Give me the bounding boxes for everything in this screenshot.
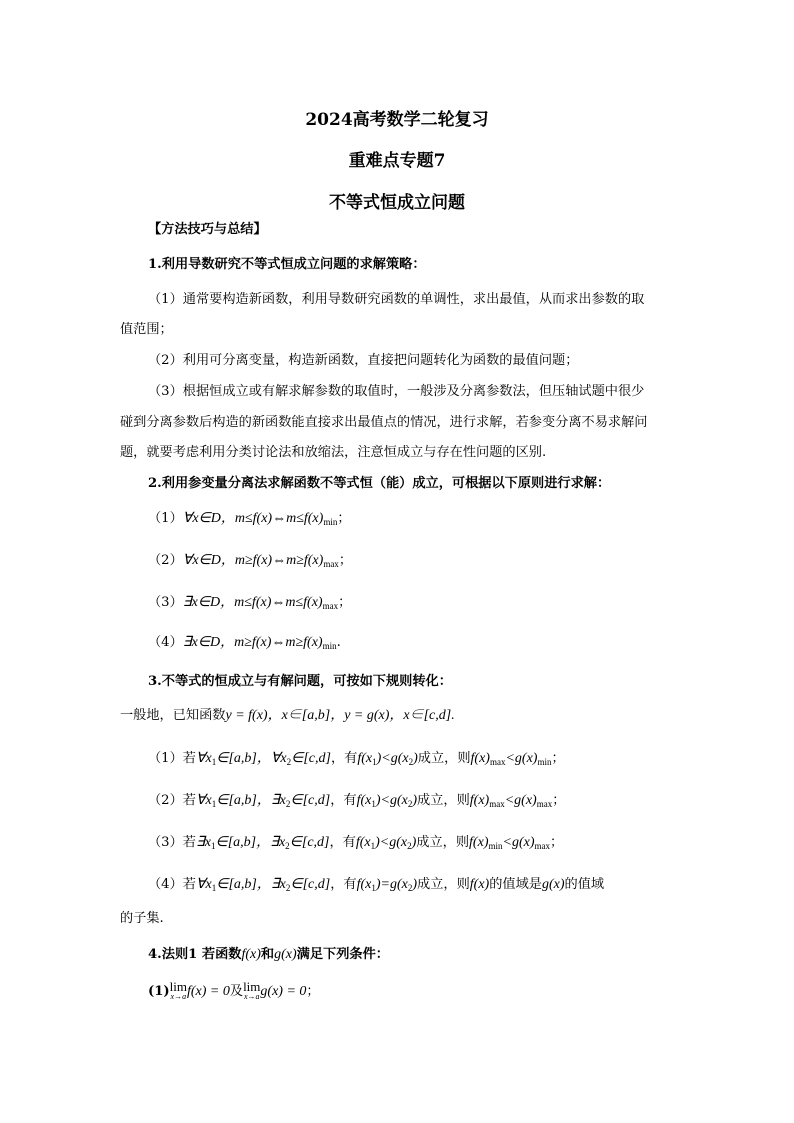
p1-item2: （2）利用可分离变量，构造新函数，直接把问题转化为函数的最值问题； [148,353,579,368]
math-part: f(x [356,877,372,892]
lim-label: lim [243,978,261,994]
rule-formula: ∀x∈D，m≤f(x)⇔m≤f(x) [182,511,324,526]
math-part: f(x [357,751,373,766]
p4-heading [148,946,389,964]
text-part: 成立，则 [417,793,470,808]
text-part: 成立，则 [417,751,471,766]
text-part: ，有 [329,835,356,850]
math-subscript: max [536,799,553,809]
math-subscript: max [534,841,550,851]
math-part: g(x) [274,947,297,962]
math-part: )<g(x [376,751,409,766]
math-subscript: 1 [371,883,376,893]
math-subscript: 1 [371,799,376,809]
title-line-2: 重难点专题7 [348,151,446,171]
p1-item1-line1: （1）通常要构造新函数，利用导数研究函数的单调性，求出最值，从而求出参数的取 [148,292,645,307]
text-part: 的值域 [564,877,605,892]
text-part: ，有 [330,877,357,892]
math-part: <g(x) [502,835,535,850]
case-number: （2）若 [148,793,196,808]
rule-number: （3） [148,595,183,610]
text-part: ； [551,751,565,766]
p1-item1-line2: 值范围； [120,322,173,337]
p3-case-4-line2: 的子集. [120,911,164,926]
text-part: ，有 [330,751,358,766]
text-part: ； [550,835,564,850]
math-part: f(x [355,835,371,850]
math-subscript: 1 [211,757,217,767]
rule-end: ； [338,553,352,568]
math-subscript: 2 [286,757,292,767]
math-subscript: min [488,841,503,851]
math-part: ∀x [195,751,212,766]
p1-item3-line3: 题，就要考虑利用分类讨论法和放缩法，注意恒成立与存在性问题的区别. [120,445,547,460]
p3-case-2 [148,792,565,813]
text-part: ； [552,793,566,808]
p4-condition-1 [148,980,320,1004]
math-part: f(x) [241,947,261,962]
rule-end: ； [337,511,351,526]
math-part: ∈[a,b]，∃x [216,877,286,892]
limit-1 [169,978,187,1002]
p3-case-1 [148,750,565,771]
math-subscript: 2 [407,883,413,893]
math-part: f(x) [469,835,489,850]
p1-heading: 1.利用导数研究不等式恒成立问题的求解策略： [148,257,426,272]
math-subscript: 1 [211,841,216,851]
text-part: 满足下列条件： [296,947,389,962]
lim-subscript: x→a [243,991,260,1001]
case-number: （4）若 [148,877,196,892]
math-subscript: max [489,757,506,767]
math-subscript: 1 [370,841,376,851]
condition-number: (1) [148,984,170,999]
math-part: ∈[c,d] [291,751,331,766]
case-number: （3）若 [148,835,196,850]
p3-case-3 [148,834,563,855]
math-part: ) [413,751,418,766]
math-subscript: max [489,799,505,809]
p3-intro [120,707,455,725]
math-part: f(x) [470,751,490,766]
math-part: g(x) [541,877,565,892]
math-part: ∀x [195,877,212,892]
rule-formula: ∃x∈D，m≥f(x)⇔m≥f(x) [182,635,323,650]
math-part: ∈[c,d] [289,835,330,850]
math-part: f(x) [469,793,490,808]
intro-text: 一般地，已知函数 [120,708,226,723]
limit-2 [243,978,261,1002]
math-subscript: 2 [285,799,291,809]
text-part: 和 [260,947,275,962]
rule-subscript: max [323,559,339,569]
text-part: ，有 [330,793,357,808]
p3-case-4 [148,876,604,897]
math-part: )<g(x [375,835,408,850]
p2-rule-3 [148,594,351,615]
p1-item3-line1: （3）根据恒成立或有解求解参数的取值时，一般涉及分离参数法，但压轴试题中很少 [148,384,645,399]
text-part: 及 [229,984,244,999]
text-part: 的值域是 [489,877,542,892]
math-part: ∈[c,d] [290,877,331,892]
math-part: )=g(x [375,877,408,892]
p2-rule-1 [148,510,351,531]
math-part: ∀x [195,793,212,808]
rule-number: （2） [148,553,183,568]
case-number: （1）若 [148,751,196,766]
title-line-3: 不等式恒成立问题 [329,193,465,213]
title-line-1: 2024高考数学二轮复习 [305,110,489,130]
rule-subscript: min [322,641,337,651]
math-part: ∈[a,b]，∀x [216,751,287,766]
text-part: ； [306,984,320,999]
rule-number: （4） [148,635,183,650]
math-subscript: 1 [211,799,217,809]
p2-heading: 2.利用参变量分离法求解函数不等式恒（能）成立，可根据以下原则进行求解： [148,476,611,491]
text-part: 成立，则 [416,835,470,850]
math-part: <g(x) [504,793,537,808]
p2-rule-4 [148,634,341,655]
math-subscript: 2 [408,757,414,767]
text-part: 成立，则 [417,877,470,892]
math-subscript: 2 [285,841,290,851]
p1-item3-line2: 碰到分离参数后构造的新函数能直接求出最值点的情况，进行求解，若参变分离不易求解问 [120,415,648,430]
math-part: ∈[c,d] [290,793,331,808]
math-subscript: 2 [285,883,291,893]
lim-subscript: x→a [170,991,187,1001]
math-part: ∈[a,b]，∃x [215,835,286,850]
text-part: 4.法则1 若函数 [148,947,242,962]
rule-subscript: min [323,517,338,527]
lim-label: lim [169,978,187,994]
math-part: f(x) [469,877,490,892]
math-part: <g(x) [505,751,538,766]
rule-subscript: max [322,601,339,611]
math-part: ) [412,793,418,808]
p3-heading: 3.不等式的恒成立与有解问题，可按如下规则转化： [148,674,452,689]
math-part: f(x) = 0 [187,984,230,999]
math-part: )<g(x [375,793,408,808]
intro-formula: y = f(x)，x∈[a,b]，y = g(x)，x∈[c,d]. [225,708,455,723]
math-subscript: 2 [407,841,412,851]
rule-end: ； [338,595,352,610]
math-part: ) [411,835,417,850]
rule-formula: ∀x∈D，m≥f(x)⇔m≥f(x) [182,553,324,568]
math-subscript: min [537,757,552,767]
math-part: f(x [356,793,372,808]
math-part: g(x) = 0 [260,984,307,999]
rule-end: . [336,635,341,650]
math-part: ) [412,877,418,892]
math-subscript: 1 [372,757,377,767]
p2-rule-2 [148,552,352,573]
math-part: ∃x [195,835,212,850]
section-heading: 【方法技巧与总结】 [148,222,267,237]
rule-number: （1） [148,511,183,526]
math-part: ∈[a,b]，∃x [216,793,286,808]
math-subscript: 1 [211,883,217,893]
rule-formula: ∃x∈D，m≤f(x)⇔m≤f(x) [182,595,323,610]
math-subscript: 2 [407,799,413,809]
